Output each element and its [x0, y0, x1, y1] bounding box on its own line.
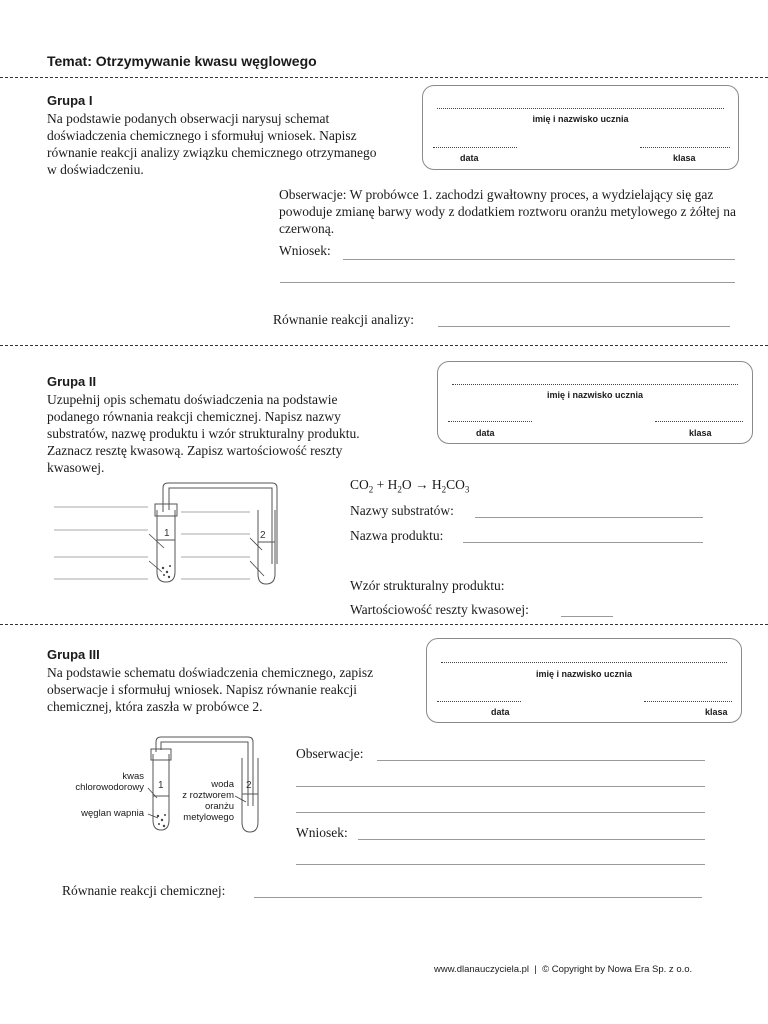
- name-line[interactable]: [441, 662, 727, 663]
- tube-1-label: 1: [158, 780, 164, 791]
- class-label: klasa: [689, 428, 712, 438]
- product-name-line[interactable]: [463, 542, 703, 543]
- test-tube-2: [242, 758, 258, 832]
- date-label: data: [491, 707, 510, 717]
- product-name-label: Nazwa produktu:: [350, 528, 444, 543]
- section-divider: [0, 345, 768, 346]
- group-1-equation-label: Równanie reakcji analizy:: [273, 312, 414, 327]
- section-divider: [0, 77, 768, 78]
- section-divider: [0, 624, 768, 625]
- conclusion-line[interactable]: [358, 839, 705, 840]
- date-label: data: [476, 428, 495, 438]
- footer-copyright: www.dlanauczyciela.pl | © Copyright by Nowa Era Sp. z o.o.: [434, 964, 693, 975]
- substrates-line[interactable]: [475, 517, 703, 518]
- group-3-conclusion-label: Wniosek:: [296, 825, 348, 840]
- date-line[interactable]: [437, 701, 521, 702]
- name-label: imię i nazwisko ucznia: [546, 390, 644, 400]
- tube-1-label: 1: [164, 528, 170, 539]
- group-1-heading: Grupa I: [47, 93, 93, 108]
- group-1-conclusion-label: Wniosek:: [279, 243, 331, 258]
- class-label: klasa: [673, 153, 696, 163]
- date-line[interactable]: [448, 421, 532, 422]
- group-2-task: Uzupełnij opis schematu doświadczenia na podstawie podanego równania reakcji chemicznej. Napisz nazwy substratów, nazwę produktu i wzór strukturalny produktu. Zaznacz resztę kwasową. Zapisz wartościowość reszty kwasowej.: [47, 392, 360, 475]
- student-card-3: [426, 638, 742, 723]
- student-card-2: [437, 361, 753, 444]
- name-label: imię i nazwisko ucznia: [535, 669, 633, 679]
- structural-formula-label: Wzór strukturalny produktu:: [350, 578, 505, 593]
- observations-line-2[interactable]: [296, 786, 705, 787]
- carbonate-label: węglan wapnia: [81, 808, 144, 819]
- tube-2-label: 2: [260, 530, 266, 541]
- page-title: Temat: Otrzymywanie kwasu węglowego: [47, 53, 317, 69]
- group-2-heading: Grupa II: [47, 374, 97, 389]
- class-line[interactable]: [640, 147, 730, 148]
- conclusion-line-2[interactable]: [296, 864, 705, 865]
- class-label: klasa: [705, 707, 728, 717]
- group-3-heading: Grupa III: [47, 647, 100, 662]
- test-tube-1: [157, 510, 175, 582]
- group-3-task: Na podstawie schematu doświadczenia chemicznego, zapisz obserwacje i sformułuj wniosek. Napisz równanie reakcji chemicznej, która zaszła w probówce 2.: [47, 665, 374, 714]
- class-line[interactable]: [644, 701, 732, 702]
- student-card-1: [422, 85, 739, 170]
- delivery-tube-outer: [163, 483, 277, 564]
- observations-line-3[interactable]: [296, 812, 705, 813]
- stopper: [155, 504, 177, 516]
- stopper: [151, 749, 171, 760]
- date-line[interactable]: [433, 147, 517, 148]
- group-1-observation: Obserwacje: W probówce 1. zachodzi gwałtowny proces, a wydzielający się gaz powoduje zmianę barwy wody z dodatkiem roztworu oranżu metylowego z żółtej na czerwoną.: [279, 187, 736, 236]
- group-3-equation-label: Równanie reakcji chemicznej:: [62, 883, 226, 898]
- name-line[interactable]: [437, 108, 724, 109]
- reaction-equation: $CO_2 + H_2O \to H_2CO_3$: [350, 477, 470, 495]
- group-3-observations-label: Obserwacje:: [296, 746, 364, 761]
- equation-line[interactable]: [254, 897, 702, 898]
- observations-line[interactable]: [377, 760, 705, 761]
- date-label: data: [460, 153, 479, 163]
- substrates-label: Nazwy substratów:: [350, 503, 454, 518]
- valence-line[interactable]: [561, 616, 613, 617]
- valence-label: Wartościowość reszty kwasowej:: [350, 602, 529, 617]
- group-1-equation-line[interactable]: [438, 326, 730, 327]
- group-1-task: Na podstawie podanych obserwacji narysuj schemat doświadczenia chemicznego i sformułuj wniosek. Napisz równanie reakcji analizy związku chemicznego otrzymanego w doświadczeniu.: [47, 111, 377, 177]
- group-1-conclusion-line-2[interactable]: [280, 282, 735, 283]
- group-1-conclusion-line[interactable]: [343, 259, 735, 260]
- acid-label: kwas chlorowodorowy: [75, 771, 144, 793]
- water-label: woda z roztworem oranżu metylowego: [182, 779, 234, 823]
- delivery-tube: [169, 488, 272, 564]
- tube-2-label: 2: [246, 780, 252, 791]
- name-label: imię i nazwisko ucznia: [532, 114, 629, 124]
- class-line[interactable]: [655, 421, 743, 422]
- name-line[interactable]: [452, 384, 738, 385]
- group-2-apparatus-diagram: [50, 482, 290, 592]
